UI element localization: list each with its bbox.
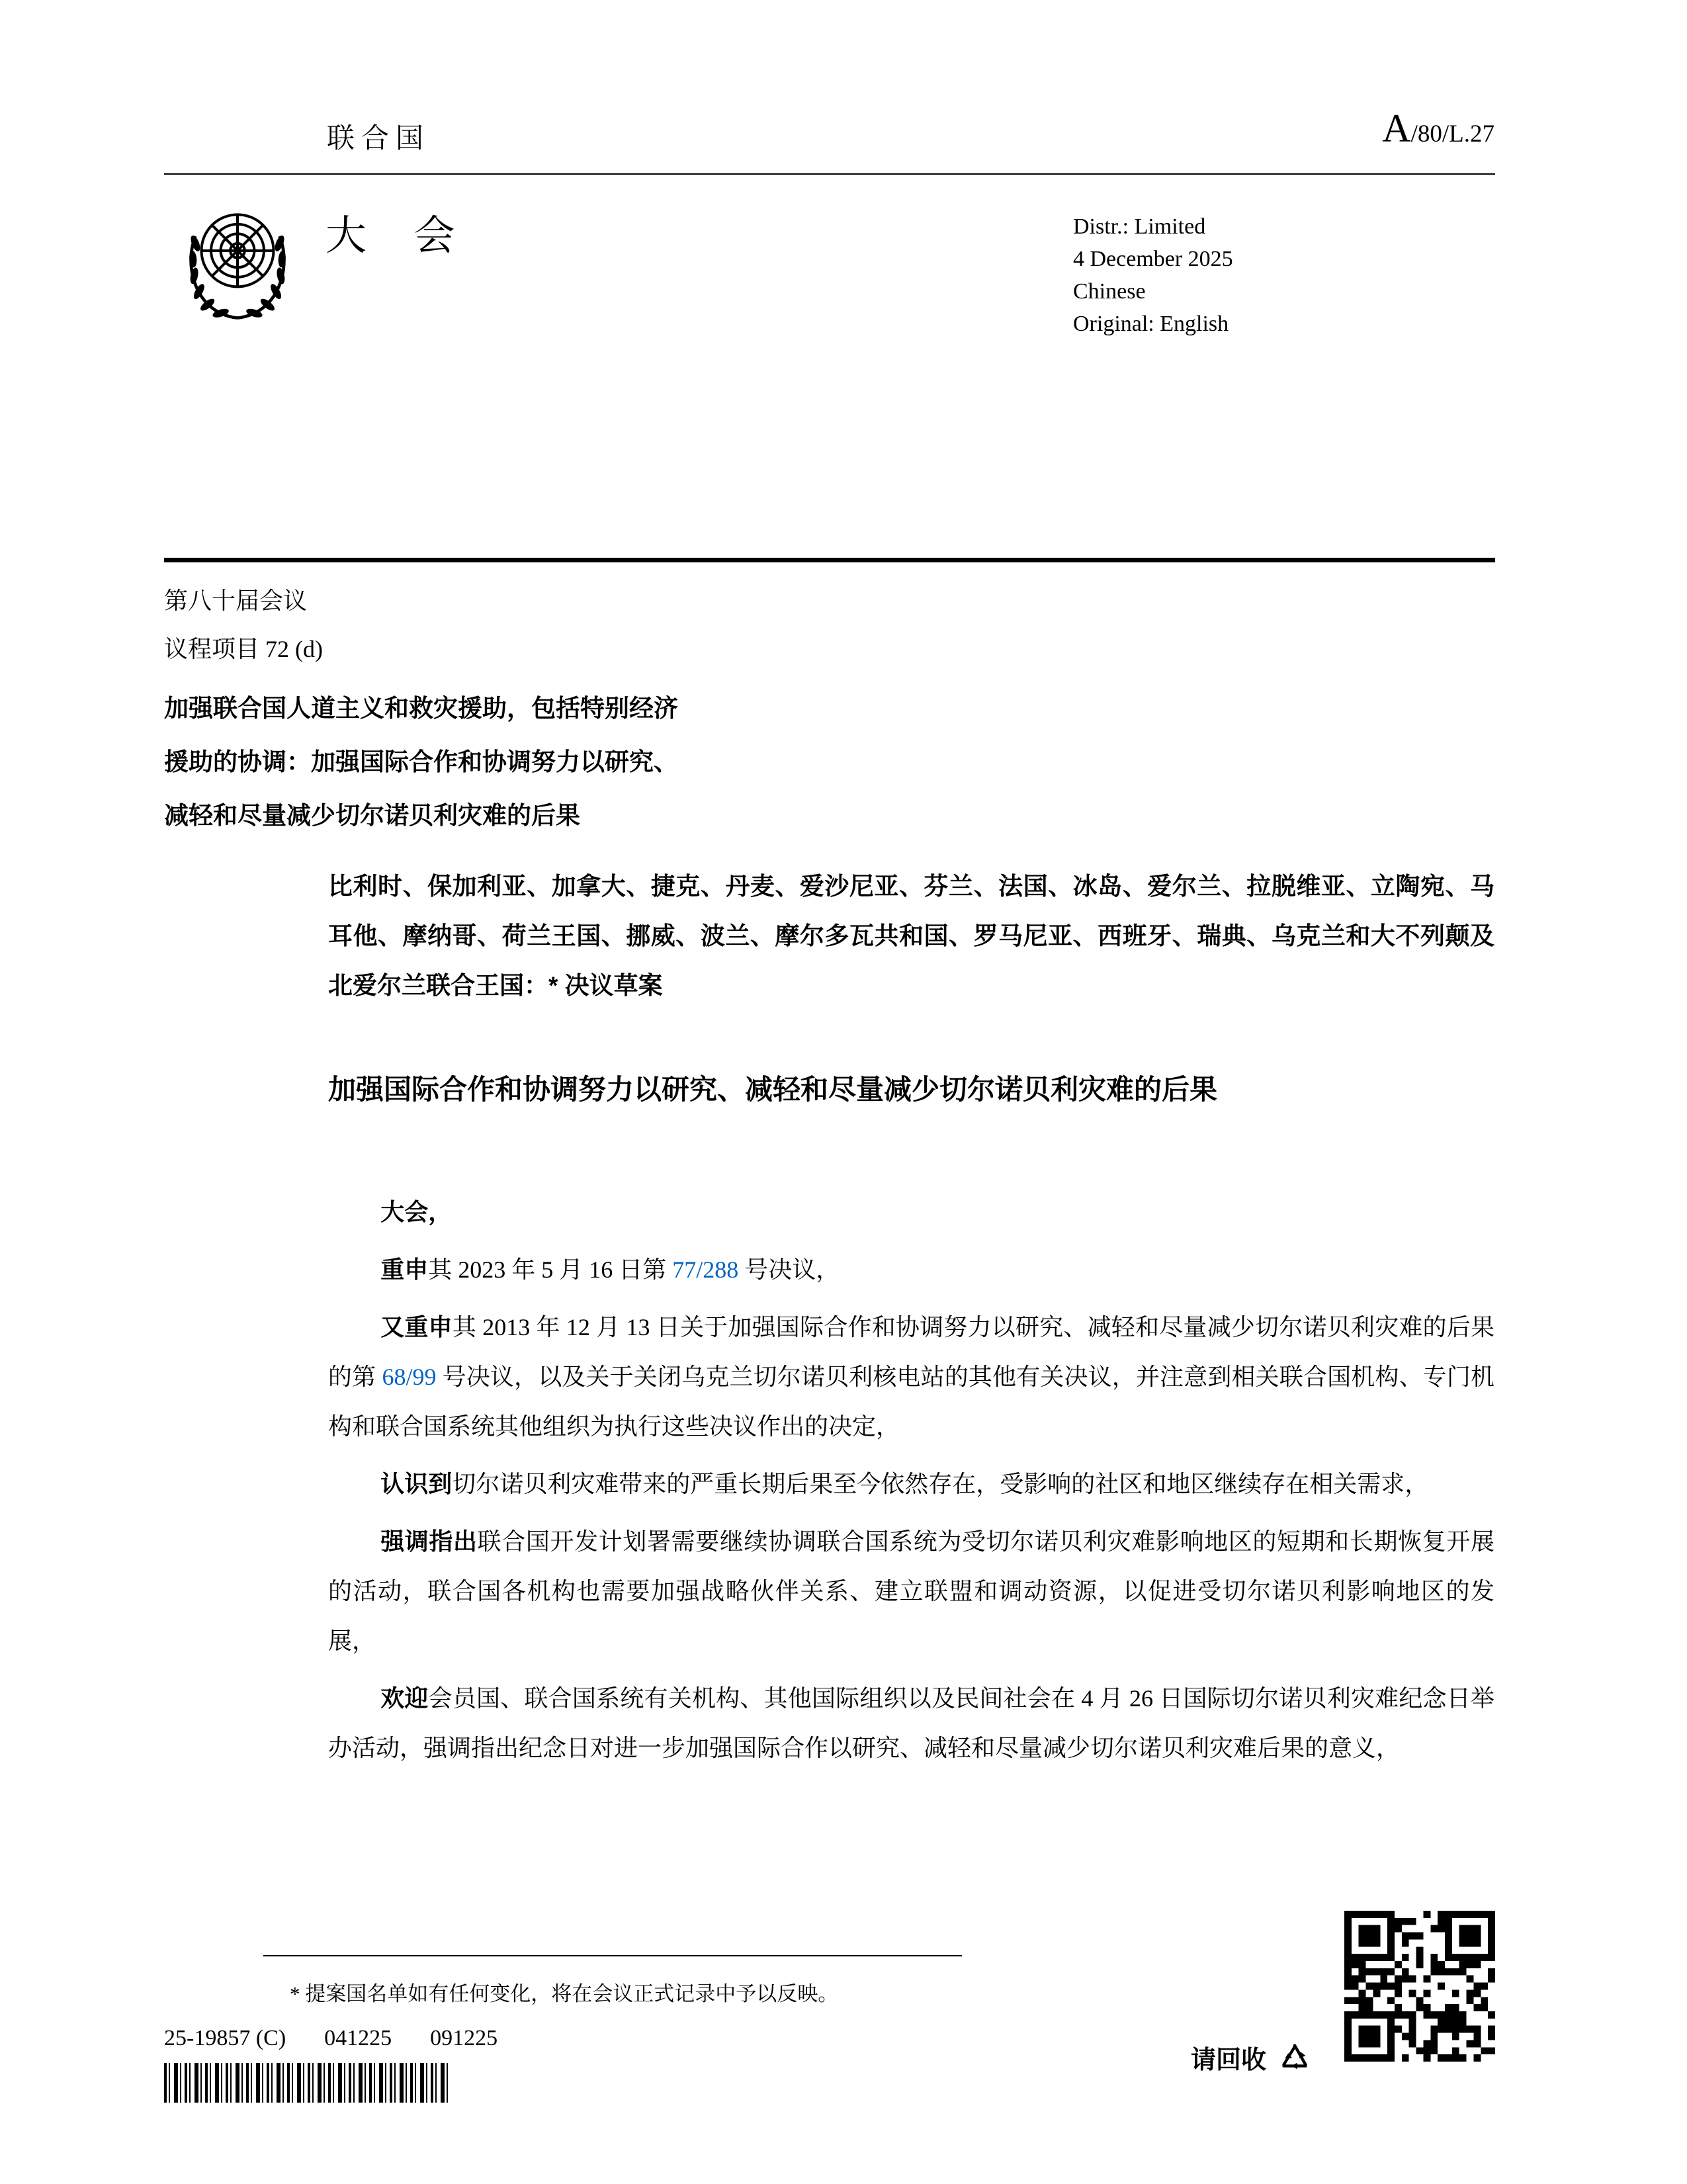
agenda-item-title — [164, 681, 991, 842]
paragraph-welcoming — [328, 1674, 1494, 1773]
salutation-text: 大会， — [380, 1199, 453, 1225]
footnote-marker: * — [290, 1982, 300, 2005]
footnote-text: 提案国名单如有任何变化，将在会议正式记录中予以反映。 — [300, 1982, 839, 2005]
paragraph-stressing — [328, 1517, 1494, 1666]
distribution-code: 091225 — [430, 2026, 498, 2050]
header-thick-rule — [164, 558, 1495, 562]
barcode — [164, 2063, 450, 2103]
footnote-separator — [263, 1955, 962, 1956]
un-name: 联合国 — [327, 124, 431, 154]
document-symbol-number: /80/L.27 — [1410, 120, 1494, 148]
lead-word: 强调指出 — [380, 1528, 478, 1555]
header-rule — [164, 173, 1495, 175]
agenda-title-line: 援助的协调：加强国际合作和协调努力以研究、 — [164, 748, 678, 775]
language-line: Chinese — [1073, 279, 1146, 304]
resolution-link-77-288[interactable]: 77/288 — [672, 1256, 739, 1283]
draft-resolution-label: 决议草案 — [558, 972, 663, 999]
paragraph-text: 会员国、联合国系统有关机构、其他国际组织以及民间社会在 4 月 26 日国际切尔诺贝利灾难纪念日举办活动，强调指出纪念日对进一步加强国际合作以研究、减轻和尽量减少切尔诺贝利灾难后果的意义， — [328, 1685, 1494, 1761]
resolution-body — [328, 1188, 1494, 1773]
original-language-line: Original: English — [1073, 312, 1229, 336]
paragraph-reaffirming — [328, 1245, 1494, 1295]
salutation — [328, 1188, 1494, 1237]
paragraph-text: 其 2013 年 12 月 13 日关于加强国际合作和协调努力以研究、减轻和尽量减少切尔诺贝利灾难的后果的第 — [328, 1314, 1494, 1390]
resolution-title: 加强国际合作和协调努力以研究、减轻和尽量减少切尔诺贝利灾难的后果 — [328, 1074, 1218, 1105]
paragraph-text: 号决议， — [738, 1256, 840, 1283]
recycle-notice — [1191, 2036, 1315, 2077]
sponsors-list: 比利时、保加利亚、加拿大、捷克、丹麦、爱沙尼亚、芬兰、法国、冰岛、爱尔兰、拉脱维亚、立陶宛、马耳他、摩纳哥、荷兰王国、挪威、波兰、摩尔多瓦共和国、罗马尼亚、西班牙、瑞典、乌克兰和大不列颠及北爱尔兰联合王国： — [328, 873, 1494, 999]
sponsors-paragraph — [328, 861, 1494, 1010]
document-symbol-series: A — [1382, 107, 1411, 150]
job-number: 25-19857 (C) — [164, 2026, 286, 2050]
date-line: 4 December 2025 — [1073, 247, 1233, 271]
distribution-code: 041225 — [324, 2026, 392, 2050]
un-emblem-icon — [165, 191, 310, 335]
distr-line: Distr.: Limited — [1073, 214, 1206, 239]
distribution-block — [1073, 210, 1233, 340]
paragraph-text: 其 2023 年 5 月 16 日第 — [428, 1256, 673, 1283]
recycle-label: 请回收 — [1191, 2046, 1267, 2074]
agenda-title-line: 加强联合国人道主义和救灾援助，包括特别经济 — [164, 695, 678, 722]
paragraph-recognizing — [328, 1460, 1494, 1509]
job-number-line — [164, 2026, 497, 2051]
session-number: 第八十届会议 — [164, 588, 308, 614]
paragraph-text: 切尔诺贝利灾难带来的严重长期后果至今依然存在，受影响的社区和地区继续存在相关需求， — [452, 1471, 1429, 1497]
paragraph-reaffirming-also — [328, 1303, 1494, 1452]
lead-word: 认识到 — [380, 1471, 453, 1497]
paragraph-text: 联合国开发计划署需要继续协调联合国系统为受切尔诺贝利灾难影响地区的短期和长期恢复开展的活动，联合国各机构也需要加强战略伙伴关系、建立联盟和调动资源，以促进受切尔诺贝利影响地区的发展， — [328, 1528, 1494, 1654]
footnote — [290, 1977, 1282, 2007]
footnote-reference: * — [548, 972, 558, 999]
document-symbol — [1382, 106, 1494, 152]
resolution-link-68-99[interactable]: 68/99 — [382, 1364, 437, 1390]
paragraph-text: 号决议，以及关于关闭乌克兰切尔诺贝利核电站的其他有关决议，并注意到相关联合国机构、专门机构和联合国系统其他组织为执行这些决议作出的决定， — [328, 1364, 1494, 1440]
lead-word: 又重申 — [380, 1314, 453, 1340]
lead-word: 重申 — [380, 1256, 429, 1283]
agenda-item: 议程项目 72 (d) — [164, 636, 323, 662]
lead-word: 欢迎 — [380, 1685, 429, 1712]
recycle-icon — [1274, 2036, 1315, 2077]
agenda-title-line: 减轻和尽量减少切尔诺贝利灾难的后果 — [164, 802, 580, 829]
assembly-title: 大 会 — [325, 214, 474, 259]
session-block — [164, 577, 323, 674]
qr-code — [1344, 1911, 1495, 2062]
